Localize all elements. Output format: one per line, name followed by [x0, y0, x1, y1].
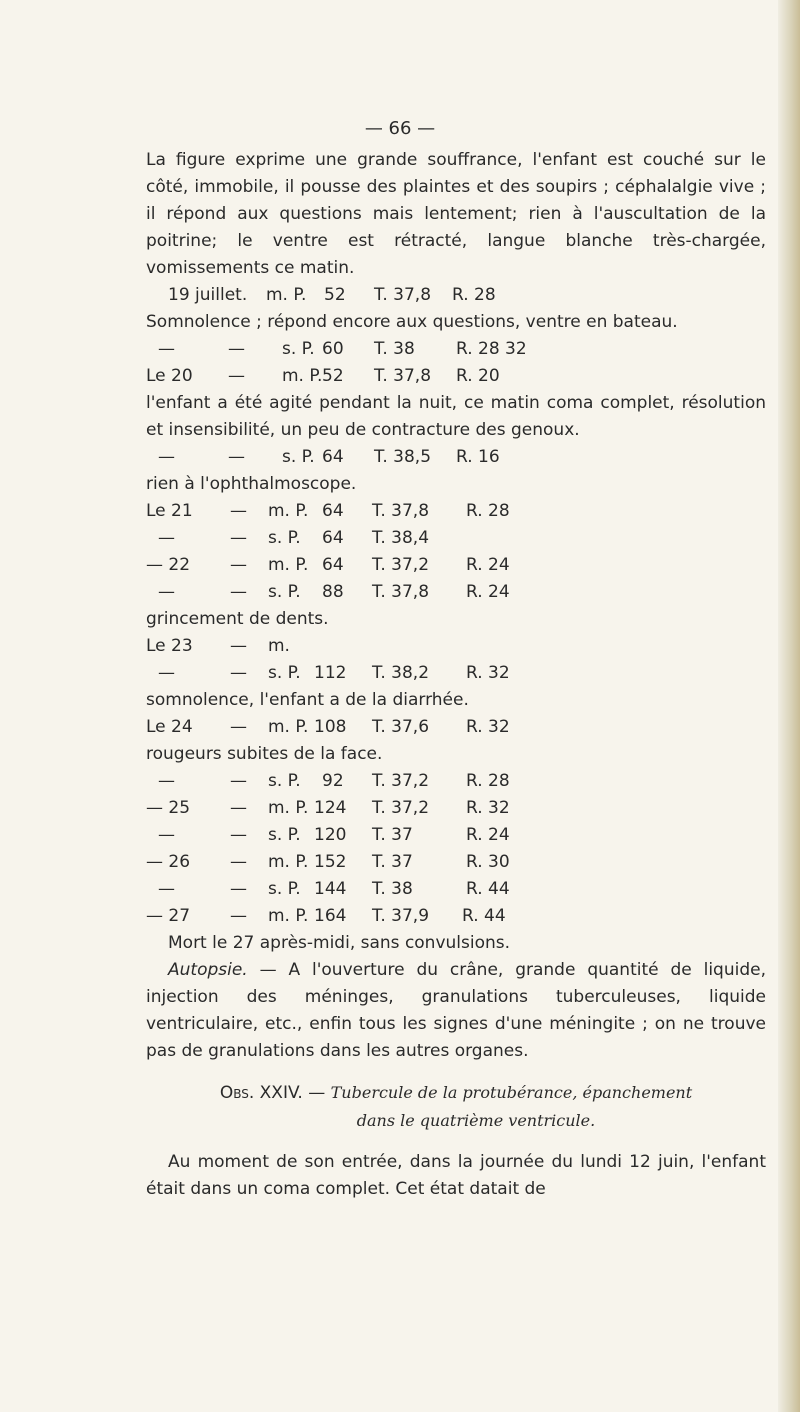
respiration: R. 32: [466, 798, 510, 818]
autopsy-text: — A l'ouverture du crâne, grande quantité de liquide, injection des méninges, granulations tuberculeuses, liquide ventriculaire, etc., enfin tous les signes d'une méningite ; on ne trouve pas de granulations dans les autres organes.: [146, 960, 766, 1061]
respiration: R. 24: [466, 825, 510, 845]
record-row: [146, 633, 766, 660]
respiration: R. 24: [466, 555, 510, 575]
temperature: T. 37,9: [372, 906, 430, 926]
temperature: T. 38: [374, 339, 415, 359]
respiration: R. 28: [466, 771, 510, 791]
respiration: R. 28: [466, 501, 510, 521]
dash-cell: —: [230, 717, 247, 737]
record-row: [146, 876, 766, 903]
page-number: — 66 —: [364, 118, 436, 139]
record-row: [146, 795, 766, 822]
dash-cell: —: [158, 582, 175, 602]
pulse-label: s. P.: [268, 879, 301, 899]
dash-cell: —: [230, 852, 247, 872]
dash-cell: —: [158, 528, 175, 548]
record-row: [146, 498, 766, 525]
date-cell: Le 23: [146, 636, 193, 656]
pulse-value: 64: [322, 501, 344, 521]
note-line: somnolence, l'enfant a de la diarrhée.: [146, 690, 469, 710]
temperature: T. 37,8: [372, 501, 430, 521]
final-paragraph: Au moment de son entrée, dans la journée du lundi 12 juin, l'enfant était dans un coma complet. Cet état datait de: [146, 1152, 766, 1199]
respiration: R. 28 32: [456, 339, 527, 359]
dash-cell: —: [230, 501, 247, 521]
death-note: Mort le 27 après-midi, sans convulsions.: [168, 933, 511, 953]
pulse-label: s. P.: [268, 582, 301, 602]
dash-cell: —: [228, 366, 245, 386]
temperature: T. 38,5: [374, 447, 432, 467]
temperature: T. 37,2: [372, 771, 430, 791]
temperature: T. 37,8: [374, 285, 432, 305]
respiration: R. 44: [466, 879, 510, 899]
pulse-value: 108: [314, 717, 347, 737]
record-row: [146, 849, 766, 876]
record-row: [146, 768, 766, 795]
pulse-value: 112: [314, 663, 347, 683]
pulse-value: 52: [324, 285, 346, 305]
respiration: R. 16: [456, 447, 500, 467]
respiration: R. 24: [466, 582, 510, 602]
pulse-label: m. P.: [268, 798, 309, 818]
note-line: rougeurs subites de la face.: [146, 744, 383, 764]
record-row: [146, 822, 766, 849]
dash-cell: —: [230, 879, 247, 899]
dash-cell: —: [158, 447, 175, 467]
pulse-label: m. P.: [268, 852, 309, 872]
pulse-label: m. P.: [266, 285, 307, 305]
dash-cell: —: [228, 447, 245, 467]
pulse-value: 152: [314, 852, 347, 872]
dash-cell: —: [230, 555, 247, 575]
observation-heading-line2: [146, 1107, 766, 1135]
pulse-value: 124: [314, 798, 347, 818]
dash-cell: —: [230, 663, 247, 683]
paragraph-intro: La figure exprime une grande souffrance, l'enfant est couché sur le côté, immobile, il pousse des plaintes et des soupirs ; céphalalgie vive ; il répond aux questions mais lentement; rien à l'auscultation de la poitrine; le ventre est rétracté, langue blanche très-chargée, vomissements ce matin.: [146, 150, 766, 278]
pulse-label: m. P.: [268, 501, 309, 521]
spacer: [146, 1135, 766, 1149]
pulse-value: 52: [322, 366, 344, 386]
pulse-label: s. P.: [282, 339, 315, 359]
pulse-label: m. P.: [268, 906, 309, 926]
temperature: T. 38,2: [372, 663, 430, 683]
pulse-label: m. P.: [268, 555, 309, 575]
dash-cell: —: [158, 879, 175, 899]
temperature: T. 37: [372, 825, 413, 845]
pulse-value: 164: [314, 906, 347, 926]
date-cell: Le 24: [146, 717, 193, 737]
temperature: T. 37,8: [372, 582, 430, 602]
record-row: [146, 525, 766, 552]
respiration: R. 32: [466, 717, 510, 737]
pulse-value: 120: [314, 825, 347, 845]
pulse-value: 144: [314, 879, 347, 899]
pulse-value: 60: [322, 339, 344, 359]
pulse-label: s. P.: [268, 825, 301, 845]
record-row: [146, 552, 766, 579]
date-cell: — 26: [146, 852, 191, 872]
note-line: grincement de dents.: [146, 609, 329, 629]
dash-cell: —: [230, 636, 247, 656]
dash-cell: —: [230, 528, 247, 548]
note-line: rien à l'ophthalmoscope.: [146, 474, 357, 494]
date-cell: Le 21: [146, 501, 193, 521]
record-row: [146, 444, 766, 471]
date-cell: — 22: [146, 555, 191, 575]
pulse-value: 92: [322, 771, 344, 791]
dash-cell: —: [228, 339, 245, 359]
autopsy-paragraph: [146, 957, 766, 1065]
respiration: R. 30: [466, 852, 510, 872]
date-cell: — 25: [146, 798, 191, 818]
temperature: T. 37,2: [372, 798, 430, 818]
record-row: [146, 282, 766, 309]
note-paragraph: l'enfant a été agité pendant la nuit, ce matin coma complet, résolution et insensibilité, un peu de contracture des genoux.: [146, 393, 766, 440]
page-edge: [778, 0, 800, 1412]
observation-label: Obs. XXIV.: [219, 1083, 303, 1103]
pulse-label: m.: [268, 636, 290, 656]
dash-cell: —: [158, 663, 175, 683]
note-line: Somnolence ; répond encore aux questions, ventre en bateau.: [146, 312, 678, 332]
pulse-value: 64: [322, 555, 344, 575]
pulse-label: s. P.: [268, 771, 301, 791]
dash-cell: —: [158, 825, 175, 845]
dash-cell: —: [230, 825, 247, 845]
observation-heading: [146, 1079, 766, 1107]
date-cell: 19 juillet.: [168, 285, 248, 305]
temperature: T. 38: [372, 879, 413, 899]
pulse-value: 88: [322, 582, 344, 602]
dash-cell: —: [230, 582, 247, 602]
temperature: T. 38,4: [372, 528, 430, 548]
pulse-value: 64: [322, 447, 344, 467]
record-row: [146, 363, 766, 390]
date-cell: Le 20: [146, 366, 193, 386]
dash-cell: —: [158, 339, 175, 359]
respiration: R. 20: [456, 366, 500, 386]
temperature: T. 37,2: [372, 555, 430, 575]
record-row: [146, 903, 766, 930]
record-row: [146, 579, 766, 606]
record-row: [146, 660, 766, 687]
pulse-label: m. P.: [268, 717, 309, 737]
observation-dash: —: [302, 1083, 331, 1103]
pulse-value: 64: [322, 528, 344, 548]
pulse-label: s. P.: [268, 528, 301, 548]
page-body: [146, 147, 766, 1203]
record-row: [146, 336, 766, 363]
respiration: R. 28: [452, 285, 496, 305]
dash-cell: —: [230, 771, 247, 791]
dash-cell: —: [230, 798, 247, 818]
record-row: [146, 714, 766, 741]
pulse-label: s. P.: [268, 663, 301, 683]
date-cell: — 27: [146, 906, 191, 926]
dash-cell: —: [158, 771, 175, 791]
pulse-label: s. P.: [282, 447, 315, 467]
pulse-label: m. P.: [282, 366, 323, 386]
respiration: R. 44: [462, 906, 506, 926]
temperature: T. 37,6: [372, 717, 430, 737]
temperature: T. 37,8: [374, 366, 432, 386]
respiration: R. 32: [466, 663, 510, 683]
autopsy-label: Autopsie.: [168, 960, 248, 980]
temperature: T. 37: [372, 852, 413, 872]
observation-title-2: dans le quatrième ventricule.: [356, 1111, 596, 1130]
observation-title-1: Tubercule de la protubérance, épanchement: [330, 1083, 693, 1102]
dash-cell: —: [230, 906, 247, 926]
